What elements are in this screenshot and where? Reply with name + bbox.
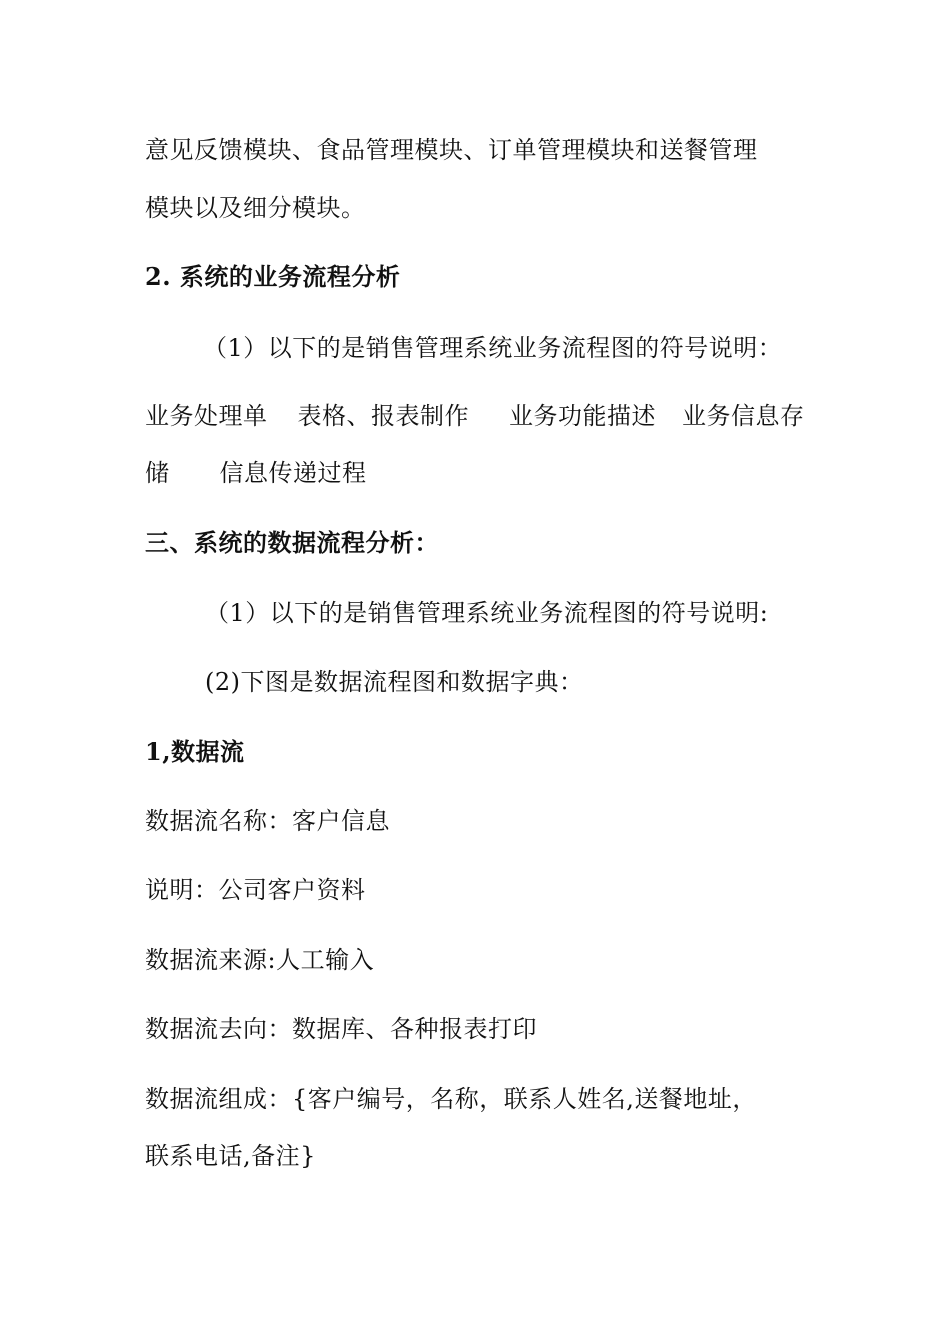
dataflow-description: 说明：公司客户资料 <box>145 876 366 904</box>
paragraph-line: （1）以下的是销售管理系统业务流程图的符号说明： <box>203 334 783 362</box>
symbol-label: 储 <box>145 459 170 487</box>
dataflow-composition: 数据流组成：{客户编号，名称，联系人姓名,送餐地址， <box>145 1085 757 1113</box>
paragraph-line: （1）以下的是销售管理系统业务流程图的符号说明: <box>205 599 769 627</box>
section-heading: 三、系统的数据流程分析： <box>145 528 439 557</box>
symbol-label: 业务信息存 <box>682 402 805 430</box>
symbol-legend-line <box>145 401 805 431</box>
dataflow-source: 数据流来源:人工输入 <box>145 946 375 974</box>
symbol-legend-line <box>145 458 367 488</box>
dataflow-destination: 数据流去向：数据库、各种报表打印 <box>145 1015 537 1043</box>
symbol-label: 业务处理单 <box>145 402 268 430</box>
section-heading: 2. 系统的业务流程分析 <box>145 262 401 291</box>
subsection-heading: 1,数据流 <box>145 737 245 766</box>
dataflow-composition: 联系电话,备注} <box>145 1142 316 1170</box>
symbol-label: 表格、报表制作 <box>297 402 469 430</box>
paragraph-line: 模块以及细分模块。 <box>145 194 366 222</box>
paragraph-line: (2)下图是数据流程图和数据字典： <box>205 668 584 696</box>
dataflow-name: 数据流名称：客户信息 <box>145 807 390 835</box>
symbol-label: 信息传递过程 <box>219 459 367 487</box>
symbol-label: 业务功能描述 <box>509 402 656 430</box>
paragraph-line: 意见反馈模块、食品管理模块、订单管理模块和送餐管理 <box>145 136 758 164</box>
